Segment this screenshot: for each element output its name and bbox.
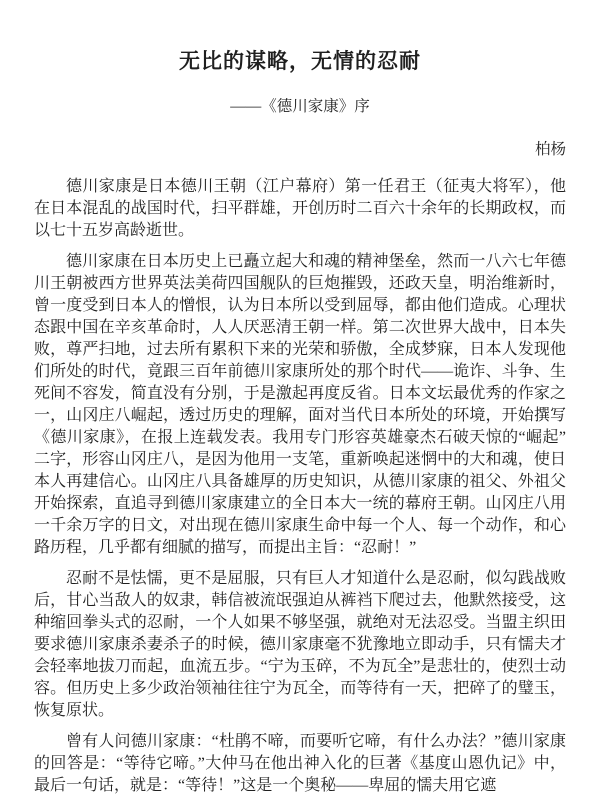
paragraph-2: 德川家康在日本历史上已矗立起大和魂的精神堡垒，然而一八六七年德川王朝被西方世界英法美荷四国舰队的巨炮摧毁，还政天皇，明治维新时，曾一度受到日本人的憎恨，认为日本所以受到屈辱，都由他们造成。心理状态跟中国在辛亥革命时，人人厌恶清王朝一样。第二次世界大战中，日本失败，尊严扫地，过去所有累积下来的光荣和骄傲，全成梦寐，日本人发现他们所处的时代，竟跟三百年前德川家康所处的那个时代——诡诈、斗争、生死间不容发，简直没有分别，于是激起再度反省。日本文坛最优秀的作家之一，山冈庄八崛起，透过历史的理解，面对当代日本所处的环境，开始撰写《德川家康》，在报上连载发表。我用专门形容英雄豪杰石破天惊的“崛起”二字，形容山冈庄八，是因为他用一支笔，重新唤起迷惘中的大和魂，使日本人再建信心。山冈庄八具备雄厚的历史知识，从德川家康的祖父、外祖父开始探索，直追寻到德川家康建立的全日本大一统的幕府王朝。山冈庄八用一千余万字的日文，对出现在德川家康生命中每一个人、每一个动作，和心路历程，几乎都有细腻的描写，而提出主旨：“忍耐！”	[34, 253, 566, 556]
paragraph-1: 德川家康是日本德川王朝（江户幕府）第一任君王（征夷大将军），他在日本混乱的战国时代，扫平群雄，开创历时二百六十余年的长期政权，而以七十五岁高龄逝世。	[34, 178, 566, 239]
paragraph-3: 忍耐不是怯懦，更不是屈服，只有巨人才知道什么是忍耐，似勾践战败后，甘心当敌人的奴隶，韩信被流氓强迫从裤裆下爬过去，他默然接受，这种缩回拳头式的忍耐，一个人如果不够坚强，就绝对无法忍受。当盟主织田要求德川家康杀妻杀子的时候，德川家康毫不犹豫地立即动手，只有懦夫才会轻率地拔刀而起，血流五步。“宁为玉碎，不为瓦全”是悲壮的，使烈士动容。但历史上多少政治领袖往往宁为瓦全，而等待有一天，把碎了的璧玉，恢复原状。	[34, 570, 566, 719]
article-body	[34, 176, 566, 797]
article-author: 柏杨	[534, 141, 566, 158]
article-subtitle: ——《德川家康》序	[230, 98, 370, 115]
article-title: 无比的谋略，无情的忍耐	[179, 49, 421, 73]
paragraph-4: 曾有人问德川家康：“杜鹃不啼，而要听它啼，有什么办法？”德川家康的回答是：“等待它啼。”大仲马在他出神入化的巨著《基度山恩仇记》中，最后一句话，就是：“等待！”这是一个奥秘——卑屈的懦夫用它遮	[34, 733, 566, 794]
